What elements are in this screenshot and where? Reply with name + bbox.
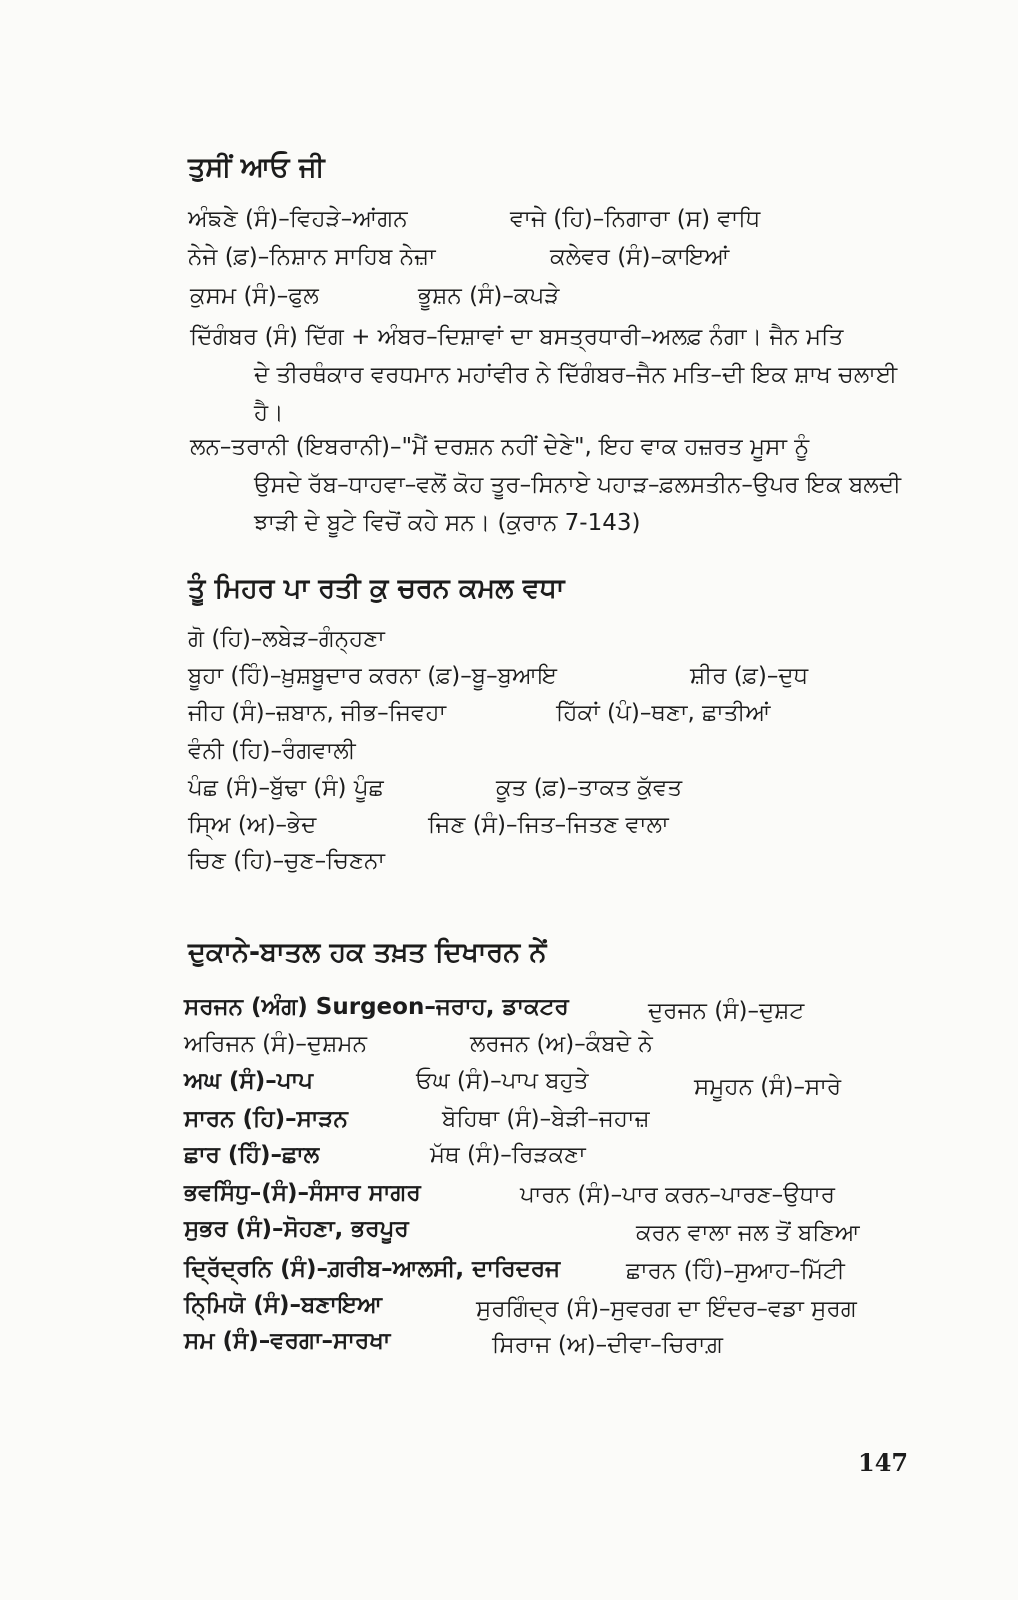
gloss-entry: ਸਮੂਹਨ (ਸੰ)–ਸਾਰੇ (694, 1074, 842, 1100)
gloss-entry: ਮੱਥ (ਸੰ)–ਰਿੜਕਣਾ (430, 1142, 586, 1168)
gloss-entry: ਕੁਸਮ (ਸੰ)–ਫੁਲ (190, 283, 319, 309)
paragraph-continuation: ਦੇ ਤੀਰਥੰਕਾਰ ਵਰਧਮਾਨ ਮਹਾਂਵੀਰ ਨੇ ਦਿੱਗੰਬਰ–ਜੈਨ ਮਤਿ–ਦੀ ਇਕ ਸ਼ਾਖ ਚਲਾਈ ਹੈ। (254, 362, 898, 426)
gloss-entry: ਜਿਣ (ਸੰ)–ਜਿਤ–ਜਿਤਣ ਵਾਲਾ (428, 812, 669, 838)
gloss-entry: ਅੰਙਣੇ (ਸੰ)–ਵਿਹੜੇ–ਆਂਗਨ (188, 206, 408, 232)
page-number: 147 (858, 1448, 909, 1477)
paragraph-first-line: ਦਿੱਗੰਬਰ (ਸੰ) ਦਿੱਗ + ਅੰਬਰ–ਦਿਸ਼ਾਵਾਂ ਦਾ ਬਸਤ੍ਰਧਾਰੀ–ਅਲਫ਼ ਨੰਗਾ। ਜੈਨ ਮਤਿ (190, 324, 844, 350)
gloss-entry: ਓਘ (ਸੰ)–ਪਾਪ ਬਹੁਤੇ (416, 1068, 589, 1094)
gloss-entry: ਬੂਹਾ (ਹਿੰ)–ਖ਼ੁਸ਼ਬੂਦਾਰ ਕਰਨਾ (ਫ਼)–ਬੂ–ਬੁਆਇ (188, 663, 557, 689)
gloss-entry: ਨੇਜੇ (ਫ਼)–ਨਿਸ਼ਾਨ ਸਾਹਿਬ ਨੇਜ਼ਾ (188, 244, 436, 270)
gloss-entry: ਵਾਜੇ (ਹਿ)–ਨਿਗਾਰਾ (ਸ) ਵਾਧਿ (510, 206, 761, 232)
gloss-entry: ਸਰਜਨ (ਅੰਗ) Surgeon–ਜਰਾਹ, ਡਾਕਟਰ (184, 994, 569, 1020)
gloss-entry: ਕਲੇਵਰ (ਸੰ)–ਕਾਇਆਂ (550, 244, 730, 270)
gloss-entry: ਜੀਹ (ਸੰ)–ਜ਼ਬਾਨ, ਜੀਭ–ਜਿਵਹਾ (188, 700, 447, 726)
gloss-entry: ਦੁਰਜਨ (ਸੰ)–ਦੁਸ਼ਟ (648, 998, 805, 1024)
gloss-entry: ਪੰਛ (ਸੰ)–ਬੁੱਢਾ (ਸੰ) ਪੂੰਛ (188, 775, 384, 801)
gloss-entry: ਛਾਰਨ (ਹਿੰ)–ਸੁਆਹ–ਮਿੱਟੀ (626, 1258, 845, 1284)
gloss-entry: ਸੁਰਗਿੰਦ੍ਰ (ਸੰ)–ਸੁਵਰਗ ਦਾ ਇੰਦਰ–ਵਡਾ ਸੁਰਗ (476, 1296, 857, 1322)
gloss-entry: ਸਾਰਨ (ਹਿ)–ਸਾੜਨ (184, 1106, 348, 1132)
gloss-entry: ਸੁਭਰ (ਸੰ)–ਸੋਹਣਾ, ਭਰਪੂਰ (184, 1216, 409, 1242)
paragraph-first-line: ਲਨ–ਤਰਾਨੀ (ਇਬਰਾਨੀ)–"ਮੈਂ ਦਰਸ਼ਨ ਨਹੀਂ ਦੇਣੇ", ਇਹ ਵਾਕ ਹਜ਼ਰਤ ਮੂਸਾ ਨੂੰ (190, 434, 810, 460)
gloss-entry: ਪਾਰਨ (ਸੰ)–ਪਾਰ ਕਰਨ–ਪਾਰਣ–ਉਧਾਰ (520, 1182, 836, 1208)
gloss-entry: ਲਰਜਨ (ਅ)–ਕੰਬਦੇ ਨੇ (470, 1031, 653, 1057)
gloss-paragraph (190, 318, 910, 432)
gloss-entry: ਸ਼ੀਰ (ਫ਼)–ਦੁਧ (690, 663, 809, 689)
gloss-entry: ਸਿਰਾਜ (ਅ)–ਦੀਵਾ–ਚਿਰਾਗ਼ (492, 1332, 724, 1358)
gloss-entry: ਅਰਿਜਨ (ਸੰ)–ਦੁਸ਼ਮਨ (184, 1031, 367, 1057)
gloss-entry: ਨਿ੍ਮਿਯੋ (ਸੰ)–ਬਣਾਇਆ (184, 1292, 382, 1318)
gloss-entry: ਭੂਸ਼ਨ (ਸੰ)–ਕਪੜੇ (418, 283, 560, 309)
paragraph-continuation: ਉਸਦੇ ਰੱਬ–ਧਾਹਵਾ–ਵਲੋਂ ਕੋਹ ਤੂਰ–ਸਿਨਾਏ ਪਹਾੜ–ਫ਼ਲਸਤੀਨ–ਉਪਰ ਇਕ ਬਲਦੀ ਝਾੜੀ ਦੇ ਬੂਟੇ ਵਿਚੋਂ ਕਹੇ ਸਨ। (ਕੁਰਾਨ 7-143) (254, 472, 901, 536)
gloss-entry: ਬੋਹਿਥਾ (ਸੰ)–ਬੇੜੀ–ਜਹਾਜ਼ (442, 1106, 650, 1132)
gloss-entry: ਵੰਨੀ (ਹਿ)–ਰੰਗਵਾਲੀ (188, 738, 356, 764)
section-heading-3: ਦੁਕਾਨੇ-ਬਾਤਲ ਹਕ ਤਖ਼ਤ ਦਿਖਾਰਨ ਨੇਂ (188, 937, 547, 968)
gloss-entry: ਕਰਨ ਵਾਲਾ ਜਲ ਤੋਂ ਬਣਿਆ (636, 1220, 860, 1246)
gloss-entry: ਦ੍ਰਿੱਦ੍ਰਨਿ (ਸੰ)–ਗ਼ਰੀਬ–ਆਲਸੀ, ਦਾਰਿਦਰਜ (184, 1256, 561, 1282)
gloss-entry: ਚਿਣ (ਹਿ)–ਚੁਣ–ਚਿਣਨਾ (188, 848, 385, 874)
gloss-entry: ਅਘ (ਸੰ)–ਪਾਪ (184, 1068, 313, 1094)
gloss-entry: ਛਾਰ (ਹਿੰ)–ਛਾਲ (184, 1142, 320, 1168)
gloss-paragraph (190, 428, 910, 542)
gloss-entry: ਭਵਸਿੰਧੁ–(ਸੰ)–ਸੰਸਾਰ ਸਾਗਰ (184, 1180, 421, 1206)
gloss-entry: ਸਮ (ਸੰ)–ਵਰਗਾ–ਸਾਰਖਾ (184, 1328, 391, 1354)
gloss-entry: ਸਿ੍ਅ (ਅ)–ਭੇਦ (188, 812, 317, 838)
section-heading-2: ਤੂੰ ਮਿਹਰ ਪਾ ਰਤੀ ਕੁ ਚਰਨ ਕਮਲ ਵਧਾ (188, 573, 565, 604)
section-heading-1: ਤੁਸੀਂ ਆਓ ਜੀ (188, 152, 325, 183)
gloss-entry: ਹਿੱਕਾਂ (ਪੰ)–ਥਣਾ, ਛਾਤੀਆਂ (556, 700, 771, 726)
gloss-entry: ਗੋ (ਹਿ)–ਲਬੇੜ–ਗੰਨ੍ਹਣਾ (188, 626, 385, 652)
gloss-entry: ਕੂਤ (ਫ਼)–ਤਾਕਤ ਕੁੱਵਤ (496, 775, 683, 801)
